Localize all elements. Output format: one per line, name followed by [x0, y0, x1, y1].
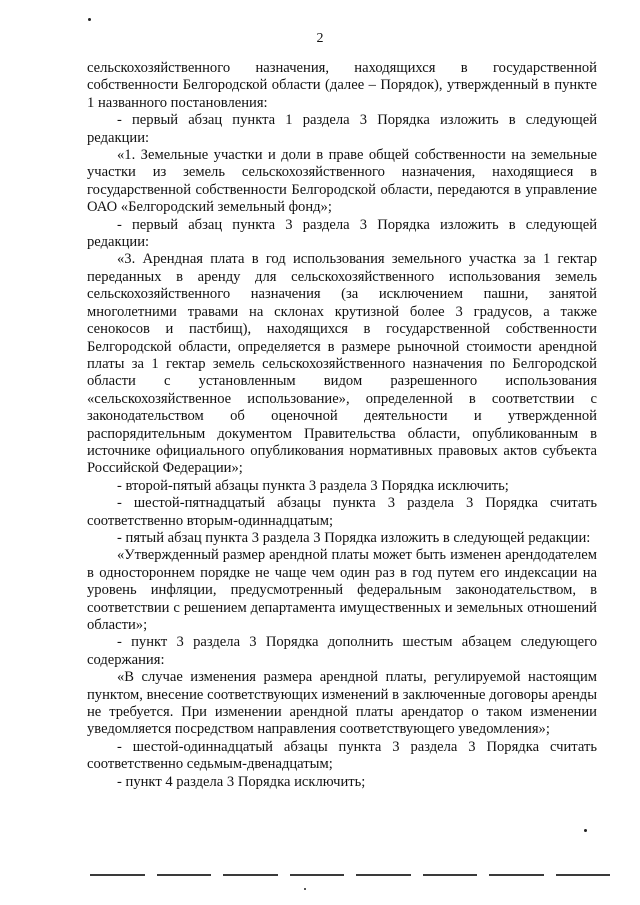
scan-line	[290, 874, 345, 876]
paragraph: «В случае изменения размера арендной платы, регулируемой настоящим пунктом, внесение соответствующих изменений в заключенные договоры аренды не требуется. При изменении арендной платы арендатор о таком изменении уведомляется посредством направления соответствующего уведомления»;	[87, 669, 597, 738]
document-body	[87, 60, 597, 791]
scan-line	[423, 874, 478, 876]
paragraph: - второй-пятый абзацы пункта 3 раздела 3 Порядка исключить;	[117, 477, 509, 494]
paragraph: - шестой-пятнадцатый абзацы пункта 3 раздела 3 Порядка считать соответственно вторым-одиннадцатым;	[87, 495, 597, 529]
paragraph: «Утвержденный размер арендной платы может быть изменен арендодателем в одностороннем порядке не чаще чем один раз в год путем его индексации на уровень инфляции, предусмотренный федеральным законодательством, в соответствии с решением департамента имущественных и земельных отношений области»;	[87, 547, 597, 633]
scan-speck	[584, 829, 587, 832]
paragraph: - первый абзац пункта 3 раздела 3 Порядка изложить в следующей редакции:	[87, 216, 597, 251]
paragraph: - пункт 4 раздела 3 Порядка исключить;	[117, 773, 366, 790]
scan-artifact-lines	[90, 872, 610, 878]
scan-speck	[88, 18, 91, 21]
paragraph: - шестой-одиннадцатый абзацы пункта 3 раздела 3 Порядка считать соответственно седьмым-двенадцатым;	[87, 738, 597, 773]
scan-line	[489, 874, 544, 876]
scan-line	[223, 874, 278, 876]
paragraph: «1. Земельные участки и доли в праве общей собственности на земельные участки из земель сельскохозяйственного назначения, находящиеся в государственной собственности Белгородской области, передаются в управление ОАО «Белгородский земельный фонд»;	[87, 147, 597, 216]
scan-line	[90, 874, 145, 876]
paragraph: - первый абзац пункта 1 раздела 3 Порядка изложить в следующей редакции:	[87, 112, 597, 146]
paragraph: «3. Арендная плата в год использования земельного участка за 1 гектар переданных в аренду для сельскохозяйственного использования земель сельскохозяйственного назначения (за исключением пашни, занятой многолетними травами на склонах крутизной более 3 градусов, а также сенокосов и пастбищ), находящихся в государственной собственности Белгородской области, определяется в размере рыночной стоимости арендной платы за 1 гектар земель сельскохозяйственного назначения по Белгородской области с установленным видом разрешенного использования «сельскохозяйственное использование», определенной в соответствии с законодательством об оценочной деятельности и утвержденной распорядительным документом Правительства области, опубликованным в источнике официального опубликования нормативных правовых актов субъекта Российской Федерации»;	[87, 251, 597, 477]
scan-line	[356, 874, 411, 876]
paragraph: - пункт 3 раздела 3 Порядка дополнить шестым абзацем следующего содержания:	[87, 634, 597, 668]
scan-line	[157, 874, 212, 876]
page-number: 2	[316, 31, 324, 46]
paragraph: сельскохозяйственного назначения, находящихся в государственной собственности Белгородской области (далее – Порядок), утвержденный в пункте 1 названного постановления:	[87, 60, 597, 111]
paragraph: - пятый абзац пункта 3 раздела 3 Порядка изложить в следующей редакции:	[117, 529, 591, 546]
scan-line	[556, 874, 611, 876]
scan-speck	[304, 888, 306, 890]
